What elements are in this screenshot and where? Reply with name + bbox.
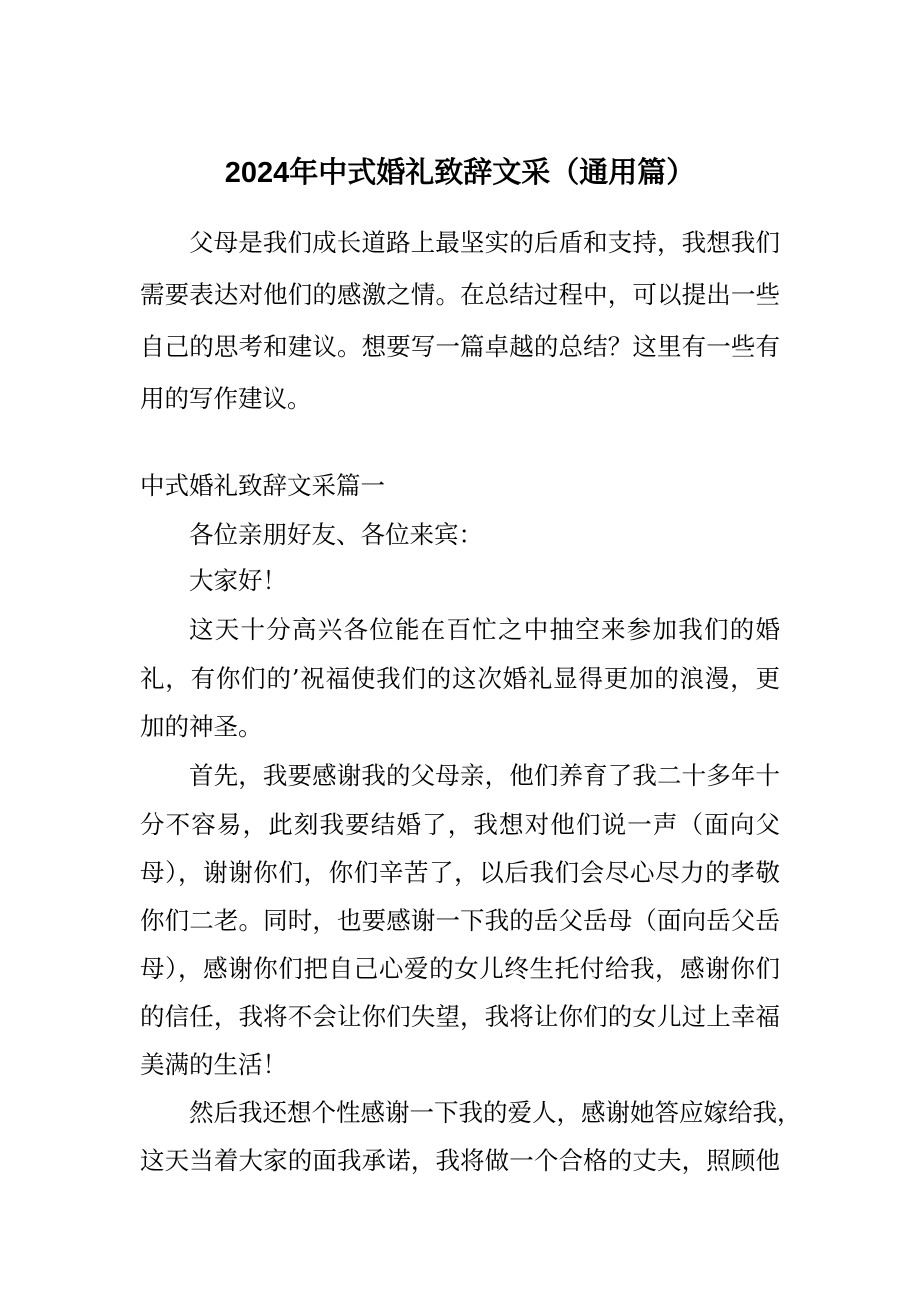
paragraph-line: 然后我还想个性感谢一下我的爱人，感谢她答应嫁给我， [189,1098,802,1127]
paragraph-line: 礼，有你们的’祝福使我们的这次婚礼显得更加的浪漫，更 [140,664,780,693]
paragraph-line: 的信任，我将不会让你们失望，我将让你们的女儿过上幸福 [140,1002,780,1031]
paragraph-line: 加的神圣。 [140,712,263,741]
paragraph-line: 美满的生活！ [140,1050,287,1079]
hello: 大家好！ [189,566,287,595]
greeting: 各位亲朋好友、各位来宾： [189,520,483,549]
paragraph-line: 母），谢谢你们，你们辛苦了，以后我们会尽心尽力的孝敬 [140,858,780,887]
paragraph-line: 你们二老。同时，也要感谢一下我的岳父岳母（面向岳父岳 [140,906,780,935]
section-heading: 中式婚礼致辞文采篇一 [140,471,385,500]
document-title: 2024年中式婚礼致辞文采（通用篇） [224,157,696,189]
intro-line: 用的写作建议。 [140,384,312,413]
paragraph-line: 首先，我要感谢我的父母亲，他们养育了我二十多年十 [189,761,780,790]
paragraph-line: 这天当着大家的面我承诺，我将做一个合格的丈夫，照顾他 [140,1146,780,1175]
intro-line: 自己的思考和建议。想要写一篇卓越的总结？这里有一些有 [140,332,780,361]
paragraph-line: 母），感谢你们把自己心爱的女儿终生托付给我，感谢你们 [140,954,780,983]
paragraph-line: 这天十分高兴各位能在百忙之中抽空来参加我们的婚 [189,615,780,644]
intro-line: 需要表达对他们的感激之情。在总结过程中，可以提出一些 [140,280,780,309]
intro-line: 父母是我们成长道路上最坚实的后盾和支持，我想我们 [189,228,780,257]
paragraph-line: 分不容易，此刻我要结婚了，我想对他们说一声（面向父 [140,810,780,839]
